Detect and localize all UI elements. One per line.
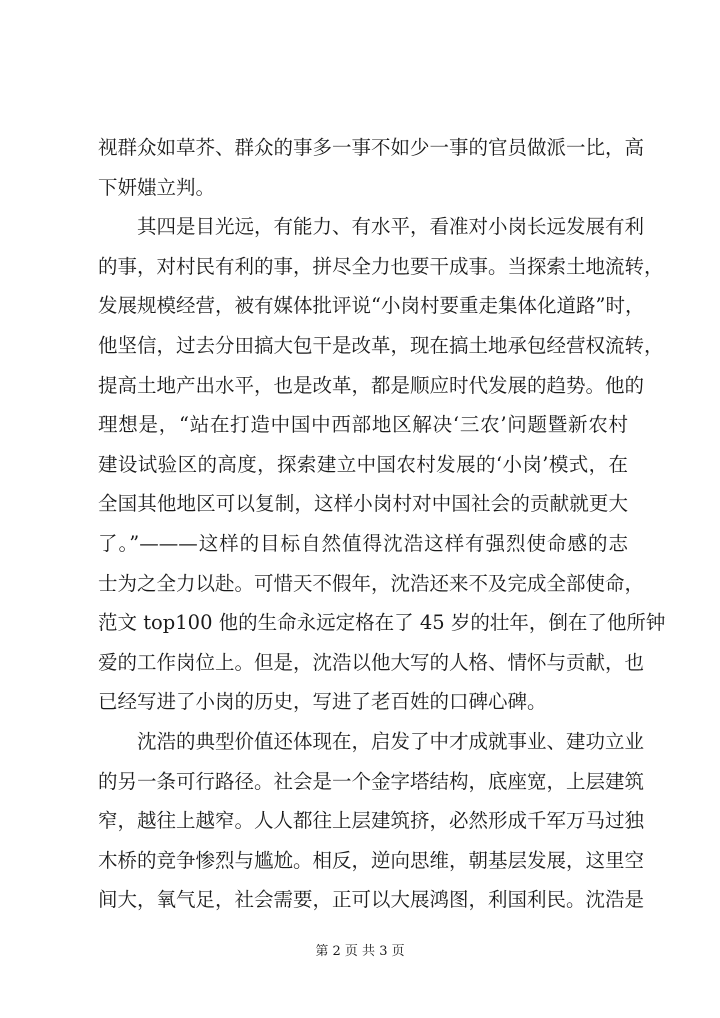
text-line: 沈浩的典型价值还体现在，启发了中才成就事业、建功立业	[137, 729, 645, 753]
text-line: 理想是，“站在打造中国中西部地区解决‘三农’问题暨新农村	[98, 413, 628, 437]
text-line: 其四是目光远，有能力、有水平，看准对小岗长远发展有利	[137, 215, 645, 239]
document-body	[98, 128, 666, 920]
text-line: 他坚信，过去分田搞大包干是改革，现在搞土地承包经营权流转，	[98, 333, 664, 357]
text-line: 下妍媸立判。	[98, 175, 216, 199]
text-line: 士为之全力以赴。可惜天不假年，沈浩还来不及完成全部使命，	[98, 571, 645, 595]
text-line: 了。”———这样的目标自然值得沈浩这样有强烈使命感的志	[98, 531, 628, 555]
text-line: 间大，氧气足，社会需要，正可以大展鸿图，利国利民。沈浩是	[98, 888, 645, 912]
text-line: 木桥的竞争惨烈与尴尬。相反，逆向思维，朝基层发展，这里空	[98, 848, 645, 872]
text-line: 发展规模经营，被有媒体批评说“小岗村要重走集体化道路”时，	[98, 294, 645, 318]
text-line: 已经写进了小岗的历史，写进了老百姓的口碑心碑。	[98, 690, 547, 714]
text-line: 提高土地产出水平，也是改革，都是顺应时代发展的趋势。他的	[98, 373, 645, 397]
text-line: 的另一条可行路径。社会是一个金字塔结构，底座宽，上层建筑	[98, 769, 645, 793]
paragraph	[98, 128, 645, 207]
page-footer: 第 2 页 共 3 页	[315, 944, 405, 959]
text-line: 窄，越往上越窄。人人都往上层建筑挤，必然形成千军万马过独	[98, 809, 645, 833]
text-line: 全国其他地区可以复制，这样小岗村对中国社会的贡献就更大	[98, 492, 628, 516]
paragraph	[98, 207, 666, 722]
text-line: 爱的工作岗位上。但是，沈浩以他大写的人格、情怀与贡献，也	[98, 650, 645, 674]
text-line: 范文 top100 他的生命永远定格在了 45 岁的壮年，倒在了他所钟	[98, 611, 666, 635]
text-line: 的事，对村民有利的事，拼尽全力也要干成事。当探索土地流转，	[98, 254, 664, 278]
text-line: 建设试验区的高度，探索建立中国农村发展的‘小岗’模式，在	[98, 452, 628, 476]
paragraph	[98, 722, 645, 920]
text-line: 视群众如草芥、群众的事多一事不如少一事的官员做派一比，高	[98, 136, 645, 159]
